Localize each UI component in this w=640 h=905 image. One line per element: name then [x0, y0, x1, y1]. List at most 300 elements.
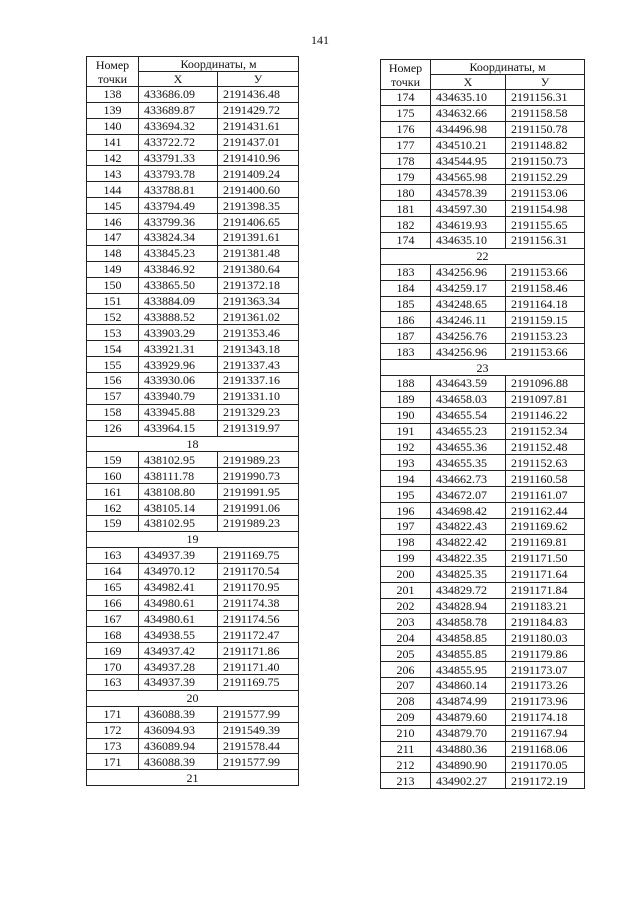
y-coordinate: 2191337.43	[218, 357, 299, 373]
x-coordinate: 434855.85	[431, 646, 506, 662]
x-coordinate: 434256.96	[431, 264, 506, 280]
x-coordinate: 436088.39	[139, 754, 218, 770]
point-number: 207	[381, 677, 431, 693]
point-number: 203	[381, 614, 431, 630]
y-coordinate: 2191361.02	[218, 309, 299, 325]
point-number: 170	[87, 659, 139, 675]
y-coordinate: 2191436.48	[218, 87, 299, 103]
table-row	[381, 376, 585, 392]
table-row	[87, 404, 299, 420]
point-number: 204	[381, 630, 431, 646]
y-coordinate: 2191155.65	[506, 217, 585, 233]
coordinates-table-left	[86, 56, 299, 786]
y-coordinate: 2191171.40	[218, 659, 299, 675]
x-coordinate: 434259.17	[431, 280, 506, 296]
point-number: 179	[381, 169, 431, 185]
x-coordinate: 434248.65	[431, 296, 506, 312]
x-coordinate: 434597.30	[431, 201, 506, 217]
x-coordinate: 433793.78	[139, 166, 218, 182]
y-coordinate: 2191991.06	[218, 500, 299, 516]
point-number: 191	[381, 423, 431, 439]
point-number: 209	[381, 709, 431, 725]
point-number-header-line2: точки	[390, 74, 421, 89]
table-row	[87, 357, 299, 373]
x-coordinate: 433794.49	[139, 198, 218, 214]
x-coordinate: 434510.21	[431, 137, 506, 153]
point-number: 174	[381, 233, 431, 249]
table-row	[87, 611, 299, 627]
point-number: 188	[381, 376, 431, 392]
y-coordinate: 2191171.64	[506, 566, 585, 582]
x-coordinate: 434662.73	[431, 471, 506, 487]
section-row	[87, 436, 299, 452]
table-row	[87, 87, 299, 103]
point-number: 202	[381, 598, 431, 614]
x-coordinate: 434938.55	[139, 627, 218, 643]
point-number: 164	[87, 563, 139, 579]
table-row	[87, 484, 299, 500]
x-coordinate: 434822.35	[431, 550, 506, 566]
table-body	[381, 90, 585, 789]
table-row	[87, 659, 299, 675]
point-number: 200	[381, 566, 431, 582]
point-number: 193	[381, 455, 431, 471]
table-row	[87, 706, 299, 722]
point-number: 158	[87, 404, 139, 420]
x-coordinate: 434822.42	[431, 534, 506, 550]
y-coordinate: 2191437.01	[218, 134, 299, 150]
table-row	[381, 407, 585, 423]
y-coordinate: 2191380.64	[218, 261, 299, 277]
table-row	[381, 439, 585, 455]
point-number: 174	[381, 90, 431, 106]
table-row	[87, 118, 299, 134]
y-coordinate: 2191398.35	[218, 198, 299, 214]
y-coordinate: 2191319.97	[218, 420, 299, 436]
point-number: 176	[381, 121, 431, 137]
point-number: 183	[381, 344, 431, 360]
point-number: 198	[381, 534, 431, 550]
table-row	[381, 709, 585, 725]
y-coordinate: 2191337.16	[218, 373, 299, 389]
x-coordinate: 434256.96	[431, 344, 506, 360]
point-number: 194	[381, 471, 431, 487]
table-row	[87, 420, 299, 436]
y-coordinate: 2191184.83	[506, 614, 585, 630]
x-coordinate: 433846.92	[139, 261, 218, 277]
y-header: У	[506, 75, 585, 90]
point-number: 161	[87, 484, 139, 500]
point-number: 172	[87, 722, 139, 738]
point-number: 149	[87, 261, 139, 277]
point-number: 142	[87, 150, 139, 166]
table-row	[381, 646, 585, 662]
y-coordinate: 2191410.96	[218, 150, 299, 166]
point-number-header-line1: Номер	[95, 57, 130, 72]
y-coordinate: 2191146.22	[506, 407, 585, 423]
section-row	[87, 531, 299, 547]
table-row	[381, 519, 585, 535]
table-row	[87, 388, 299, 404]
point-number-header	[381, 60, 431, 90]
point-number: 185	[381, 296, 431, 312]
table-row	[381, 550, 585, 566]
table-row	[87, 563, 299, 579]
table-row	[381, 487, 585, 503]
table-row	[87, 516, 299, 532]
x-coordinate: 433788.81	[139, 182, 218, 198]
table-row	[381, 455, 585, 471]
table-row	[381, 344, 585, 360]
point-number: 169	[87, 643, 139, 659]
y-coordinate: 2191169.75	[218, 547, 299, 563]
table-row	[381, 662, 585, 678]
table-header-row	[381, 60, 585, 75]
y-coordinate: 2191173.96	[506, 693, 585, 709]
point-number: 178	[381, 153, 431, 169]
coordinates-header: Координаты, м	[431, 60, 585, 75]
table-row	[87, 500, 299, 516]
y-coordinate: 2191989.23	[218, 516, 299, 532]
table-row	[87, 722, 299, 738]
y-coordinate: 2191153.66	[506, 264, 585, 280]
x-coordinate: 434855.95	[431, 662, 506, 678]
table-row	[381, 233, 585, 249]
point-number: 213	[381, 773, 431, 789]
y-coordinate: 2191578.44	[218, 738, 299, 754]
table-row	[87, 309, 299, 325]
coordinates-header: Координаты, м	[139, 57, 299, 72]
table-header-row	[87, 57, 299, 72]
y-coordinate: 2191372.18	[218, 277, 299, 293]
point-number: 197	[381, 519, 431, 535]
point-number: 141	[87, 134, 139, 150]
table-row	[87, 547, 299, 563]
y-coordinate: 2191096.88	[506, 376, 585, 392]
y-coordinate: 2191173.07	[506, 662, 585, 678]
point-number-header-line1: Номер	[388, 60, 423, 75]
y-coordinate: 2191161.07	[506, 487, 585, 503]
table-row	[87, 468, 299, 484]
table-row	[87, 579, 299, 595]
section-row	[87, 770, 299, 786]
table-row	[381, 153, 585, 169]
x-coordinate: 434902.27	[431, 773, 506, 789]
table-row	[381, 741, 585, 757]
y-coordinate: 2191329.23	[218, 404, 299, 420]
y-coordinate: 2191160.58	[506, 471, 585, 487]
y-coordinate: 2191429.72	[218, 102, 299, 118]
x-coordinate: 434658.03	[431, 391, 506, 407]
y-coordinate: 2191577.99	[218, 754, 299, 770]
y-coordinate: 2191173.26	[506, 677, 585, 693]
y-coordinate: 2191170.95	[218, 579, 299, 595]
x-coordinate: 433689.87	[139, 102, 218, 118]
point-number: 212	[381, 757, 431, 773]
section-number: 18	[87, 436, 299, 452]
point-number: 163	[87, 674, 139, 690]
point-number: 156	[87, 373, 139, 389]
y-coordinate: 2191174.38	[218, 595, 299, 611]
x-coordinate: 434822.43	[431, 519, 506, 535]
table-row	[381, 137, 585, 153]
x-coordinate: 434890.90	[431, 757, 506, 773]
point-number: 186	[381, 312, 431, 328]
point-number: 151	[87, 293, 139, 309]
table-row	[87, 214, 299, 230]
point-number: 145	[87, 198, 139, 214]
point-number: 152	[87, 309, 139, 325]
x-coordinate: 434937.39	[139, 674, 218, 690]
point-number: 206	[381, 662, 431, 678]
y-coordinate: 2191156.31	[506, 90, 585, 106]
x-coordinate: 434879.70	[431, 725, 506, 741]
x-coordinate: 434544.95	[431, 153, 506, 169]
point-number: 210	[381, 725, 431, 741]
point-number: 199	[381, 550, 431, 566]
x-coordinate: 433929.96	[139, 357, 218, 373]
table-row	[381, 566, 585, 582]
y-coordinate: 2191153.23	[506, 328, 585, 344]
x-coordinate: 438102.95	[139, 516, 218, 532]
table-row	[87, 102, 299, 118]
y-coordinate: 2191152.34	[506, 423, 585, 439]
x-coordinate: 436088.39	[139, 706, 218, 722]
table-row	[87, 754, 299, 770]
y-coordinate: 2191577.99	[218, 706, 299, 722]
x-coordinate: 434860.14	[431, 677, 506, 693]
point-number: 201	[381, 582, 431, 598]
y-coordinate: 2191171.86	[218, 643, 299, 659]
x-coordinate: 433884.09	[139, 293, 218, 309]
x-coordinate: 434619.93	[431, 217, 506, 233]
y-coordinate: 2191549.39	[218, 722, 299, 738]
y-coordinate: 2191152.48	[506, 439, 585, 455]
point-number: 195	[381, 487, 431, 503]
y-coordinate: 2191097.81	[506, 391, 585, 407]
point-number: 163	[87, 547, 139, 563]
y-header: У	[218, 72, 299, 87]
y-coordinate: 2191159.15	[506, 312, 585, 328]
x-coordinate: 433694.32	[139, 118, 218, 134]
table-row	[87, 595, 299, 611]
y-coordinate: 2191153.06	[506, 185, 585, 201]
point-number: 157	[87, 388, 139, 404]
y-coordinate: 2191179.86	[506, 646, 585, 662]
x-coordinate: 433722.72	[139, 134, 218, 150]
table-row	[381, 534, 585, 550]
table-row	[381, 312, 585, 328]
table-row	[87, 261, 299, 277]
x-coordinate: 434632.66	[431, 105, 506, 121]
point-number: 177	[381, 137, 431, 153]
table-row	[87, 738, 299, 754]
x-coordinate: 436094.93	[139, 722, 218, 738]
page-number: 141	[311, 33, 329, 47]
point-number: 143	[87, 166, 139, 182]
x-coordinate: 434565.98	[431, 169, 506, 185]
x-coordinate: 436089.94	[139, 738, 218, 754]
x-coordinate: 433888.52	[139, 309, 218, 325]
point-number: 190	[381, 407, 431, 423]
point-number-header-line2: точки	[97, 71, 128, 86]
table-row	[381, 201, 585, 217]
x-coordinate: 433865.50	[139, 277, 218, 293]
point-number: 171	[87, 754, 139, 770]
y-coordinate: 2191331.10	[218, 388, 299, 404]
section-number: 22	[381, 248, 585, 264]
x-coordinate: 434937.42	[139, 643, 218, 659]
y-coordinate: 2191180.03	[506, 630, 585, 646]
table-row	[381, 471, 585, 487]
section-number: 21	[87, 770, 299, 786]
table-row	[381, 423, 585, 439]
table-row	[381, 264, 585, 280]
y-coordinate: 2191174.18	[506, 709, 585, 725]
x-coordinate: 434655.23	[431, 423, 506, 439]
x-coordinate: 434655.36	[431, 439, 506, 455]
point-number: 205	[381, 646, 431, 662]
point-number: 166	[87, 595, 139, 611]
x-coordinate: 434698.42	[431, 503, 506, 519]
point-number: 167	[87, 611, 139, 627]
y-coordinate: 2191164.18	[506, 296, 585, 312]
x-coordinate: 434246.11	[431, 312, 506, 328]
x-coordinate: 434655.35	[431, 455, 506, 471]
x-coordinate: 433930.06	[139, 373, 218, 389]
table-row	[381, 217, 585, 233]
y-coordinate: 2191172.19	[506, 773, 585, 789]
point-number: 138	[87, 87, 139, 103]
point-number: 126	[87, 420, 139, 436]
table-row	[87, 627, 299, 643]
table-row	[381, 169, 585, 185]
section-row	[87, 690, 299, 706]
x-coordinate: 434643.59	[431, 376, 506, 392]
table-row	[87, 674, 299, 690]
section-number: 19	[87, 531, 299, 547]
table-row	[87, 277, 299, 293]
y-coordinate: 2191991.95	[218, 484, 299, 500]
x-coordinate: 438102.95	[139, 452, 218, 468]
point-number: 146	[87, 214, 139, 230]
x-coordinate: 433945.88	[139, 404, 218, 420]
y-coordinate: 2191353.46	[218, 325, 299, 341]
point-number: 160	[87, 468, 139, 484]
x-coordinate: 434672.07	[431, 487, 506, 503]
x-coordinate: 434937.39	[139, 547, 218, 563]
point-number: 168	[87, 627, 139, 643]
x-coordinate: 434879.60	[431, 709, 506, 725]
table-row	[87, 293, 299, 309]
table-row	[381, 328, 585, 344]
section-number: 20	[87, 690, 299, 706]
x-coordinate: 434858.85	[431, 630, 506, 646]
table-row	[381, 693, 585, 709]
point-number: 150	[87, 277, 139, 293]
y-coordinate: 2191168.06	[506, 741, 585, 757]
y-coordinate: 2191152.63	[506, 455, 585, 471]
y-coordinate: 2191150.73	[506, 153, 585, 169]
point-number: 171	[87, 706, 139, 722]
table-row	[87, 341, 299, 357]
table-row	[87, 166, 299, 182]
point-number: 192	[381, 439, 431, 455]
x-coordinate: 433940.79	[139, 388, 218, 404]
x-coordinate: 434858.78	[431, 614, 506, 630]
point-number: 153	[87, 325, 139, 341]
point-number: 165	[87, 579, 139, 595]
y-coordinate: 2191170.54	[218, 563, 299, 579]
table-row	[87, 134, 299, 150]
point-number: 187	[381, 328, 431, 344]
x-coordinate: 434825.35	[431, 566, 506, 582]
y-coordinate: 2191162.44	[506, 503, 585, 519]
point-number: 173	[87, 738, 139, 754]
point-number: 148	[87, 245, 139, 261]
y-coordinate: 2191406.65	[218, 214, 299, 230]
x-coordinate: 433964.15	[139, 420, 218, 436]
y-coordinate: 2191381.48	[218, 245, 299, 261]
point-number-header	[87, 57, 139, 87]
y-coordinate: 2191156.31	[506, 233, 585, 249]
point-number: 159	[87, 452, 139, 468]
table-row	[87, 198, 299, 214]
y-coordinate: 2191170.05	[506, 757, 585, 773]
table-row	[381, 391, 585, 407]
x-coordinate: 433686.09	[139, 87, 218, 103]
y-coordinate: 2191431.61	[218, 118, 299, 134]
y-coordinate: 2191172.47	[218, 627, 299, 643]
x-coordinate: 433921.31	[139, 341, 218, 357]
table-row	[381, 503, 585, 519]
point-number: 140	[87, 118, 139, 134]
y-coordinate: 2191153.66	[506, 344, 585, 360]
y-coordinate: 2191174.56	[218, 611, 299, 627]
y-coordinate: 2191171.50	[506, 550, 585, 566]
table-row	[381, 185, 585, 201]
y-coordinate: 2191183.21	[506, 598, 585, 614]
point-number: 208	[381, 693, 431, 709]
table-row	[381, 598, 585, 614]
table-row	[381, 296, 585, 312]
table-row	[381, 105, 585, 121]
x-coordinate: 434828.94	[431, 598, 506, 614]
point-number: 162	[87, 500, 139, 516]
x-coordinate: 434880.36	[431, 741, 506, 757]
section-row	[381, 360, 585, 376]
table-row	[87, 230, 299, 246]
x-coordinate: 434635.10	[431, 233, 506, 249]
x-header: X	[139, 72, 218, 87]
point-number: 159	[87, 516, 139, 532]
table-row	[381, 121, 585, 137]
point-number: 183	[381, 264, 431, 280]
x-coordinate: 434635.10	[431, 90, 506, 106]
table-row	[381, 280, 585, 296]
y-coordinate: 2191169.81	[506, 534, 585, 550]
x-coordinate: 434980.61	[139, 611, 218, 627]
x-coordinate: 434829.72	[431, 582, 506, 598]
x-coordinate: 434578.39	[431, 185, 506, 201]
x-coordinate: 438111.78	[139, 468, 218, 484]
table-row	[381, 90, 585, 106]
point-number: 144	[87, 182, 139, 198]
x-coordinate: 433799.36	[139, 214, 218, 230]
table-row	[381, 582, 585, 598]
table-row	[381, 630, 585, 646]
x-coordinate: 433845.23	[139, 245, 218, 261]
